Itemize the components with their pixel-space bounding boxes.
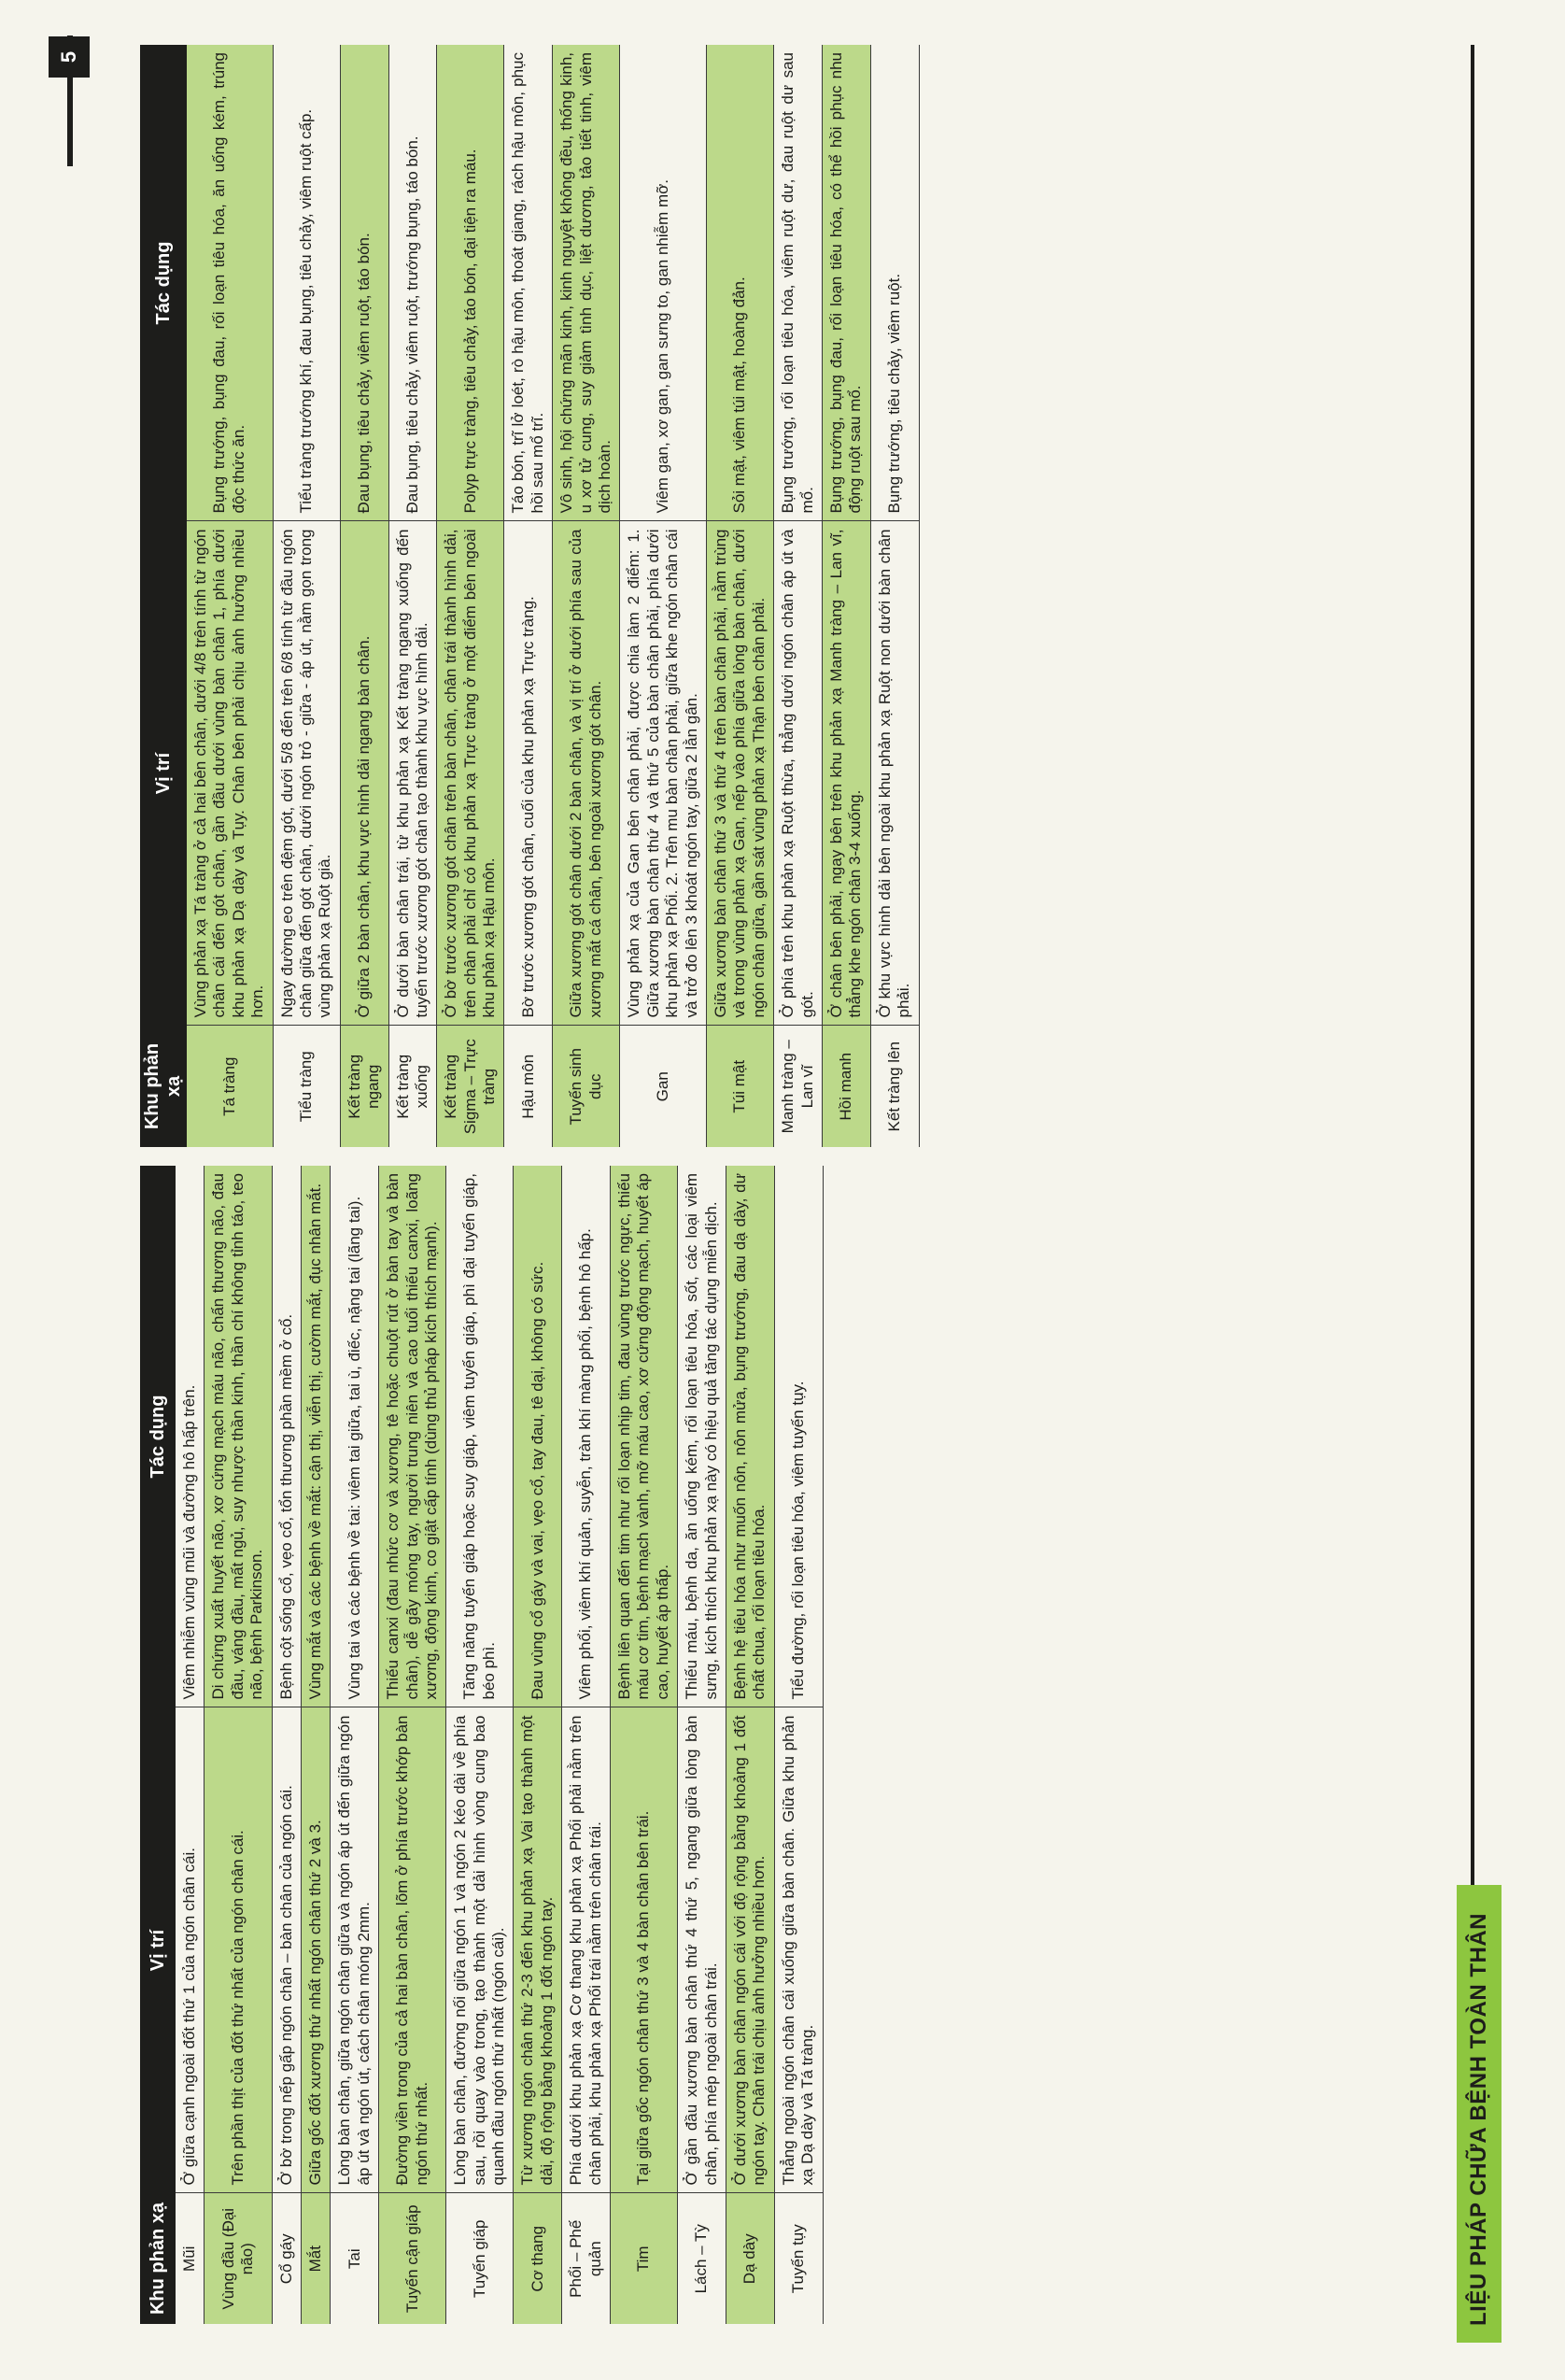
position-cell: Ở bờ trước xương gót chân trên bàn chân, chân trái thành hình dải, trên chân phải chỉ có khu phản xạ Trực tràng ở một điểm bên ngoài khu phản xạ Hậu môn. — [437, 521, 504, 1026]
table-row — [388, 45, 437, 1147]
zone-cell: Kết tràng ngang — [340, 1026, 388, 1147]
position-cell: Ngay đường eo trên đệm gót, dưới 5/8 đến trên 6/8 tính từ đầu ngón chân giữa đến gót chân, dưới ngón trỏ - giữa - áp út, nằm gọn trong vùng phản xạ Ruột già. — [273, 521, 340, 1026]
table-row — [504, 45, 553, 1147]
zone-cell: Kết tràng xuống — [388, 1026, 437, 1147]
effect-cell: Viêm gan, xơ gan, gan sưng to, gan nhiễm mỡ. — [620, 45, 707, 521]
table-row — [706, 45, 773, 1147]
table-header-row — [140, 45, 187, 1147]
header-position: Vị trí — [140, 521, 187, 1026]
header-position: Vị trí — [140, 1707, 176, 2193]
effect-cell: Thiếu canxi (đau nhức cơ và xương, tê hoặc chuột rút ở bàn tay và bàn chân), dễ gãy móng tay, người trung niên và cao tuổi thiếu canxi, loãng xương, động kinh, co giật cấp tính (dùng thủ pháp kích thích mạnh). — [379, 1166, 446, 1707]
zone-cell: Túi mật — [706, 1026, 773, 1147]
header-effect: Tác dụng — [140, 1166, 176, 1707]
table-row — [678, 1166, 726, 2324]
zone-cell: Mắt — [301, 2193, 330, 2324]
effect-cell: Bệnh cột sống cổ, vẹo cổ, tổn thương phần mềm ở cổ. — [272, 1166, 301, 1707]
zone-cell: Cơ thang — [514, 2193, 562, 2324]
effect-cell: Bụng trướng, rối loạn tiêu hóa, viêm ruột dư, đau ruột dư sau mổ. — [774, 45, 823, 521]
position-cell: Thẳng ngoài ngón chân cái xuống giữa bàn chân. Giữa khu phản xạ Dạ dày và Tá tràng. — [774, 1707, 823, 2193]
effect-cell: Đau vùng cổ gáy và vai, vẹo cổ, tay đau, tê dại, không có sức. — [514, 1166, 562, 1707]
position-cell: Ở khu vực hình dải bên ngoài khu phản xạ Ruột non dưới bàn chân phải. — [870, 521, 919, 1026]
table-row — [272, 1166, 301, 2324]
table-row — [331, 1166, 379, 2324]
effect-cell: Bụng trướng, tiêu chảy, viêm ruột. — [870, 45, 919, 521]
table-row — [774, 1166, 823, 2324]
zone-cell: Vùng đầu (Đại não) — [204, 2193, 272, 2324]
table-row — [204, 1166, 272, 2324]
reflex-table-right — [140, 45, 920, 1147]
zone-cell: Gan — [620, 1026, 707, 1147]
page-number-marker — [41, 35, 82, 166]
zone-cell: Tuyến cận giáp — [379, 2193, 446, 2324]
header-effect: Tác dụng — [140, 45, 187, 521]
table-row — [870, 45, 919, 1147]
position-cell: Đường viền trong của cả hai bàn chân, lõm ở phía trước khớp bàn ngón thứ nhất. — [379, 1707, 446, 2193]
effect-cell: Bệnh liên quan đến tim như rối loạn nhịp tim, đau vùng trước ngực, thiếu máu cơ tim, bệnh mạch vành, mỡ máu cao, xơ cứng động mạch, huyết áp cao, huyết áp thấp. — [611, 1166, 678, 1707]
footer-title: LIỆU PHÁP CHỮA BỆNH TOÀN THÂN — [1457, 1885, 1502, 2343]
zone-cell: Tim — [611, 2193, 678, 2324]
table-row — [437, 45, 504, 1147]
position-cell: Ở dưới bàn chân trái, từ khu phản xạ Kết tràng ngang xuống đến tuyến trước xương gót chân tạo thành khu vực hình dải. — [388, 521, 437, 1026]
zone-cell: Hồi manh — [822, 1026, 870, 1147]
position-cell: Giữa gốc đốt xương thứ nhất ngón chân thứ 2 và 3. — [301, 1707, 330, 2193]
zone-cell: Tai — [331, 2193, 379, 2324]
zone-cell: Tiểu tràng — [273, 1026, 340, 1147]
zone-cell: Hậu môn — [504, 1026, 553, 1147]
table-row — [562, 1166, 611, 2324]
position-cell: Ở bờ trong nếp gấp ngón chân – bàn chân của ngón cái. — [272, 1707, 301, 2193]
table-row — [446, 1166, 514, 2324]
zone-cell: Phổi – Phế quản — [562, 2193, 611, 2324]
zone-cell: Kết tràng lên — [870, 1026, 919, 1147]
page-number: 5 — [49, 36, 90, 78]
position-cell: Từ xương ngón chân thứ 2-3 đến khu phản xạ Vai tạo thành một dải, độ rộng bằng khoảng 1 đốt ngón tay. — [514, 1707, 562, 2193]
position-cell: Trên phần thịt của đốt thứ nhất của ngón chân cái. — [204, 1707, 272, 2193]
position-cell: Ở chân bên phải, ngay bên trên khu phản xạ Manh tràng – Lan vĩ, thẳng khe ngón chân 3-4 xuống. — [822, 521, 870, 1026]
table-row — [620, 45, 707, 1147]
zone-cell: Dạ dày — [726, 2193, 774, 2324]
effect-cell: Bụng trướng, bụng đau, rối loạn tiêu hóa, ăn uống kém, trúng độc thức ăn. — [187, 45, 273, 521]
effect-cell: Thiếu máu, bệnh da, ăn uống kém, rối loạn tiêu hóa, sốt, các loại viêm sưng, kích thích khu phản xạ này có hiệu quả tăng tác dụng miễn dịch. — [678, 1166, 726, 1707]
zone-cell: Tuyến giáp — [446, 2193, 514, 2324]
position-cell: Giữa xương gót chân dưới 2 bàn chân, và vị trí ở dưới phía sau của xương mắt cá chân, bên ngoài xương gót chân. — [553, 521, 620, 1026]
position-cell: Phía dưới khu phản xạ Cơ thang khu phản xạ Phổi phải nằm trên chân phải, khu phản xạ Phổi trái nằm trên chân trái. — [562, 1707, 611, 2193]
table-row — [301, 1166, 330, 2324]
position-cell: Ở phía trên khu phản xạ Ruột thừa, thẳng dưới ngón chân áp út và gót. — [774, 521, 823, 1026]
header-zone: Khu phản xạ — [140, 1026, 187, 1147]
effect-cell: Vô sinh, hội chứng mãn kinh, kinh nguyệt không đều, thống kinh, u xơ tử cung, suy giảm tình dục, liệt dương, tảo tiết tinh, viêm dịch hoàn. — [553, 45, 620, 521]
zone-cell: Kết tràng Sigma – Trực tràng — [437, 1026, 504, 1147]
table-row — [273, 45, 340, 1147]
position-cell: Ở giữa cạnh ngoài đốt thứ 1 của ngón chân cái. — [176, 1707, 204, 2193]
table-row — [379, 1166, 446, 2324]
table-row — [176, 1166, 204, 2324]
table-header-row — [140, 1166, 176, 2324]
header-zone: Khu phản xạ — [140, 2193, 176, 2324]
zone-cell: Tuyến sinh dục — [553, 1026, 620, 1147]
table-row — [340, 45, 388, 1147]
zone-cell: Cổ gáy — [272, 2193, 301, 2324]
reflex-table-left — [140, 1166, 824, 2324]
zone-cell: Lách – Tỳ — [678, 2193, 726, 2324]
effect-cell: Sỏi mật, viêm túi mật, hoàng đản. — [706, 45, 773, 521]
position-cell: Ở gần đầu xương bàn chân thứ 4 thứ 5, ngang giữa lòng bàn chân, phía mép ngoài chân trái. — [678, 1707, 726, 2193]
effect-cell: Viêm phổi, viêm khí quản, suyễn, tràn khí màng phổi, bệnh hô hấp. — [562, 1166, 611, 1707]
effect-cell: Táo bón, trĩ lở loét, rò hậu môn, thoát giang, rách hậu môn, phục hồi sau mổ trĩ. — [504, 45, 553, 521]
effect-cell: Viêm nhiễm vùng mũi và đường hô hấp trên. — [176, 1166, 204, 1707]
table-row — [187, 45, 273, 1147]
effect-cell: Tiểu đường, rối loạn tiêu hóa, viêm tuyến tụy. — [774, 1166, 823, 1707]
effect-cell: Đau bụng, tiêu chảy, viêm ruột, trướng bụng, táo bón. — [388, 45, 437, 521]
effect-cell: Đau bụng, tiêu chảy, viêm ruột, táo bón. — [340, 45, 388, 521]
zone-cell: Tá tràng — [187, 1026, 273, 1147]
position-cell: Vùng phản xạ của Gan bên chân phải, được chia làm 2 điểm: 1. Giữa xương bàn chân thứ 4 và thứ 5 của bàn chân phải, phía dưới khu phản xạ Phổi. 2. Trên mu bàn chân phải, giữa khe ngón chân cái và trở đo lên 3 khoát ngón tay, giữa 2 lằn gân. — [620, 521, 707, 1026]
effect-cell: Tiểu tràng trướng khí, đau bụng, tiêu chảy, viêm ruột cấp. — [273, 45, 340, 521]
position-cell: Bờ trước xương gót chân, cuối của khu phản xạ Trực tràng. — [504, 521, 553, 1026]
table-row — [822, 45, 870, 1147]
effect-cell: Vùng mắt và các bệnh về mắt: cận thị, viễn thị, cườm mắt, đục nhân mắt. — [301, 1166, 330, 1707]
table-row — [726, 1166, 774, 2324]
effect-cell: Tăng năng tuyến giáp hoặc suy giáp, viêm tuyến giáp, phì đại tuyến giáp, béo phì. — [446, 1166, 514, 1707]
position-cell: Lòng bàn chân, đường nối giữa ngón 1 và ngón 2 kéo dài về phía sau, rồi quay vào trong, tạo thành một dải hình vòng cung bao quanh đầu ngón thứ nhất (ngón cái). — [446, 1707, 514, 2193]
effect-cell: Bệnh hệ tiêu hóa như muốn nôn, nôn mửa, bụng trướng, đau dạ dày, dư chất chua, rối loạn tiêu hóa. — [726, 1166, 774, 1707]
zone-cell: Manh tràng – Lan vĩ — [774, 1026, 823, 1147]
position-cell: Tại giữa gốc ngón chân thứ 3 và 4 bàn chân bên trái. — [611, 1707, 678, 2193]
position-cell: Giữa xương bàn chân thứ 3 và thứ 4 trên bàn chân phải, nằm trùng và trong vùng phản xạ Gan, nếp vào phía giữa lòng bàn chân, dưới ngón chân giữa, gần sát vùng phản xạ Thận bên chân phải. — [706, 521, 773, 1026]
table-row — [774, 45, 823, 1147]
zone-cell: Mũi — [176, 2193, 204, 2324]
effect-cell: Vùng tai và các bệnh về tai: viêm tai giữa, tai ù, điếc, nặng tai (lãng tai). — [331, 1166, 379, 1707]
effect-cell: Polyp trực tràng, tiêu chảy, táo bón, đại tiện ra máu. — [437, 45, 504, 521]
effect-cell: Bụng trướng, bụng đau, rối loạn tiêu hóa, có thể hồi phục nhu động ruột sau mổ. — [822, 45, 870, 521]
position-cell: Ở giữa 2 bàn chân, khu vực hình dải ngang bàn chân. — [340, 521, 388, 1026]
position-cell: Lòng bàn chân, giữa ngón chân giữa và ngón áp út đến giữa ngón áp út và ngón út, cách chân móng 2mm. — [331, 1707, 379, 2193]
position-cell: Ở dưới xương bàn chân ngón cái với độ rộng bằng khoảng 1 đốt ngón tay. Chân trái chịu ảnh hưởng nhiều hơn. — [726, 1707, 774, 2193]
table-row — [611, 1166, 678, 2324]
effect-cell: Di chứng xuất huyết não, xơ cứng mạch máu não, chấn thương não, đau đầu, váng đầu, mất ngủ, suy nhược thần kinh, thần chí không tỉnh táo, teo não, bệnh Parkinson. — [204, 1166, 272, 1707]
table-row — [514, 1166, 562, 2324]
zone-cell: Tuyến tụy — [774, 2193, 823, 2324]
position-cell: Vùng phản xạ Tá tràng ở cả hai bên chân, dưới 4/8 trên tính từ ngón chân cái đến gót chân, gần đầu dưới vùng bàn chân 1, phía dưới khu phản xạ Dạ dày và Tụy. Chân bên phải chịu ảnh hưởng nhiều hơn. — [187, 521, 273, 1026]
table-row — [553, 45, 620, 1147]
